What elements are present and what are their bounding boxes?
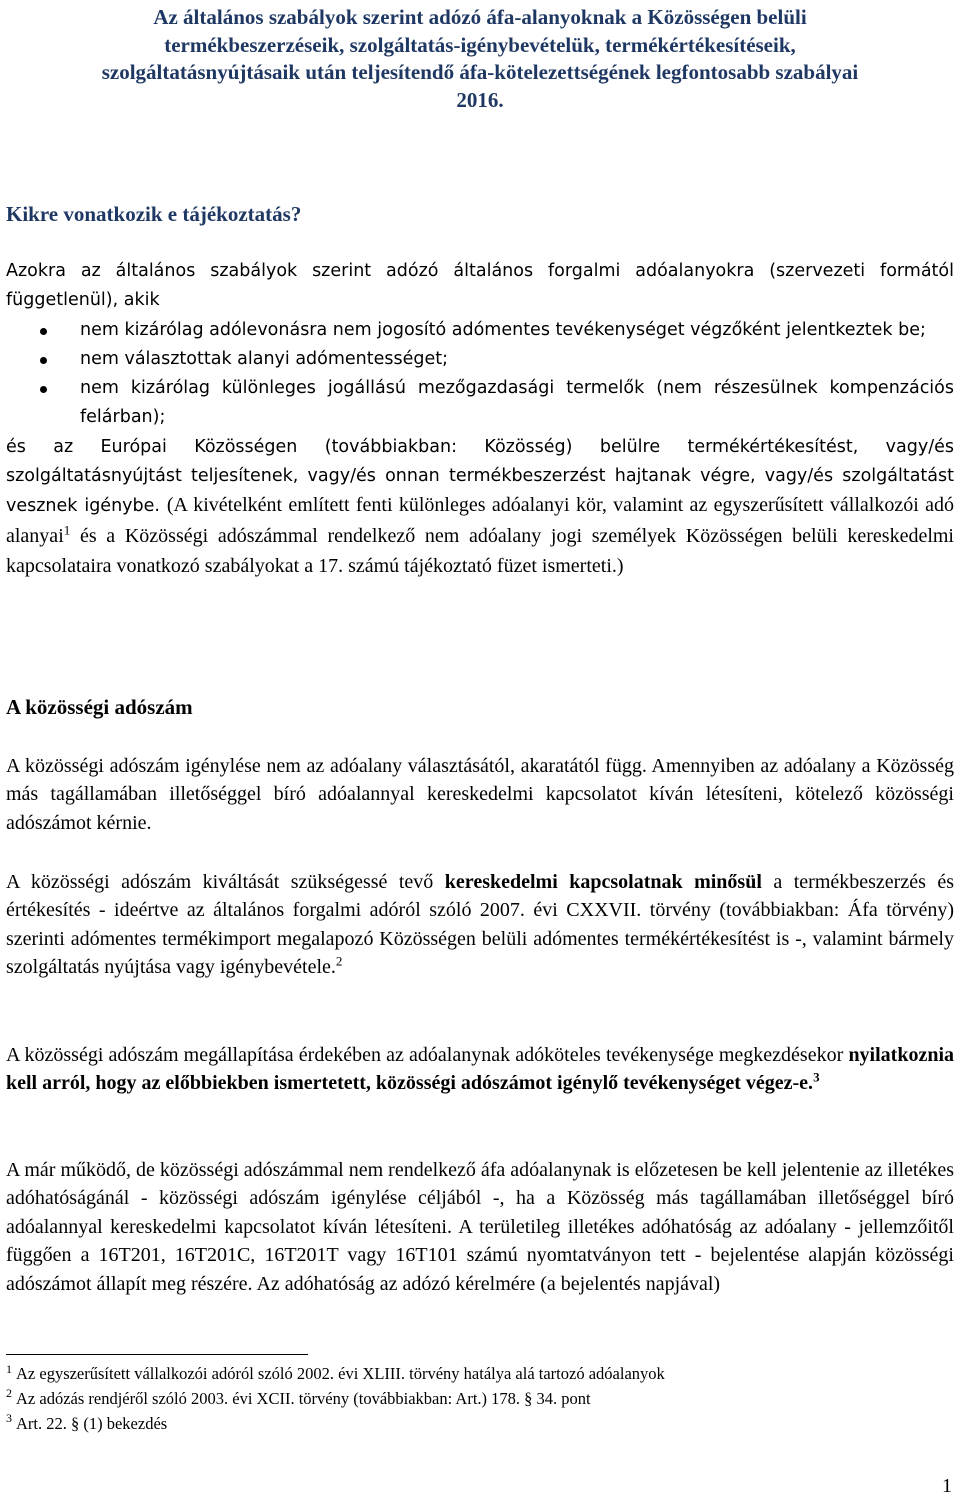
paragraph-3: A közösségi adószám megállapítása érdekében az adóalanynak adóköteles tevékenysége megkezdésekor nyilatkoznia kell arról, hogy az előbbiekben ismertetett, közösségi adószámot igénylő tevékenységet végez-e.$^3$	[6, 1044, 955, 1095]
section-heading-audience: Kikre vonatkozik e tájékoztatás?	[6, 202, 302, 226]
paragraph-4: A már működő, de közösségi adószámmal nem rendelkező áfa adóalanynak is előzetesen be kell jelentenie az illetékes adóhatóságánál - közösségi adószám igénylése céljából -, ha a Közösség más tagállamában illetőséggel bíró adóalannyal kereskedelmi kapcsolatot kíván létesíteni. A területileg illetékes adóhatóság az adóalany - jellemzőitől függően a 16T201, 16T201C, 16T201T vagy 16T101 számú nyomtatványon tett - bejelentése alapján közösségi adószámot állapít meg részére. Az adóhatóság az adózó kérelmére (a bejelentés napjával)	[6, 1159, 954, 1295]
title-line-3: szolgáltatásnyújtásaik után teljesítendő áfa-kötelezettségének legfontosabb szabályai	[101, 60, 859, 84]
bold-phrase: nyilatkoznia kell arról, hogy az előbbiekben ismertetett, közösségi adószámot igénylő tevékenységet végez-e.$^3$	[6, 1044, 955, 1095]
footnote-ref-3: 3	[813, 1069, 820, 1085]
page-number: 1	[942, 1475, 952, 1497]
paragraph-2: A közösségi adószám kiváltását szükségessé tevő kereskedelmi kapcsolatnak minősül a termékbeszerzés és értékesítés - ideértve az általános forgalmi adóról szóló 2007. évi CXXVII. törvény (továbbiakban: Áfa törvény) szerinti adómentes termékimport megalapozó Közösségen belüli adómentes termékértékesítést is -, valamint bármely szolgáltatás nyújtása vagy igénybevétele.$^2$	[6, 871, 955, 979]
audience-closing: és az Európai Közösségen (továbbiakban: Közösség) belülre termékértékesítést, vagy/és szolgáltatásnyújtást teljesítenek, vagy/és onnan termékbeszerzést hajtanak végre, vagy/és szolgáltatást vesznek igénybe. (A kivételként említett fenti különleges adóalanyi kör, valamint az egyszerűsített vállalkozói adó alanyai$^1$ és a Közösségi adószámmal rendelkező nem adóalany jogi személyek Közösségen belüli kereskedelmi kapcsolataira vonatkozó szabályokat a 17. számú tájékoztató füzet ismerteti.)	[6, 436, 954, 577]
bullet-item: nem kizárólag adólevonásra nem jogosító adómentes tevékenységet végzőként jelentkeztek be;	[6, 316, 954, 345]
footnote-item: $^2$ Az adózás rendjéről szóló 2003. évi XCII. törvény (továbbiakban: Art.) 178. § 34. pont	[6, 1386, 591, 1408]
footnote-ref-1: 1	[63, 522, 71, 538]
footnote-item: $^1$ Az egyszerűsített vállalkozói adóról szóló 2002. évi XLIII. törvény hatálya alá tartozó adóalanyok	[6, 1361, 665, 1383]
footnote-ref-2: 2	[335, 953, 343, 969]
bullet-icon	[40, 386, 47, 393]
title-line-2: termékbeszerzéseik, szolgáltatás-igénybevételük, termékértékesítéseik,	[164, 32, 796, 57]
title-line-1: Az általános szabályok szerint adózó áfa-alanyoknak a Közösségen belüli	[153, 5, 807, 29]
section-heading-community-tax-number: A közösségi adószám	[6, 695, 193, 719]
footnote-item: $^3$ Art. 22. § (1) bekezdés	[6, 1411, 168, 1433]
section-audience-body	[6, 257, 954, 582]
document-title	[0, 4, 960, 114]
audience-intro: Azokra az általános szabályok szerint adózó általános forgalmi adóalanyokra (szervezeti formától függetlenül), akik	[6, 261, 954, 311]
bullet-icon	[40, 357, 47, 364]
title-line-4: 2016.	[456, 87, 504, 112]
footnotes	[6, 1362, 954, 1436]
footnote-separator	[6, 1354, 308, 1355]
bullet-item: nem kizárólag különleges jogállású mezőgazdasági termelők (nem részesülnek kompenzációs felárban);	[6, 374, 954, 433]
bullet-item: nem választottak alanyi adómentességet;	[6, 345, 954, 374]
bold-phrase: kereskedelmi kapcsolatnak minősül	[444, 871, 762, 893]
bullet-icon	[40, 328, 47, 335]
audience-bullet-list	[6, 316, 954, 433]
paragraph-1: A közösségi adószám igénylése nem az adóalany választásától, akaratától függ. Amennyiben az adóalany a Közösség más tagállamában illetőséggel bíró adóalannyal kereskedelmi kapcsolatot kíván létesíteni, kötelező közösségi adószámot kérnie.	[6, 755, 954, 834]
